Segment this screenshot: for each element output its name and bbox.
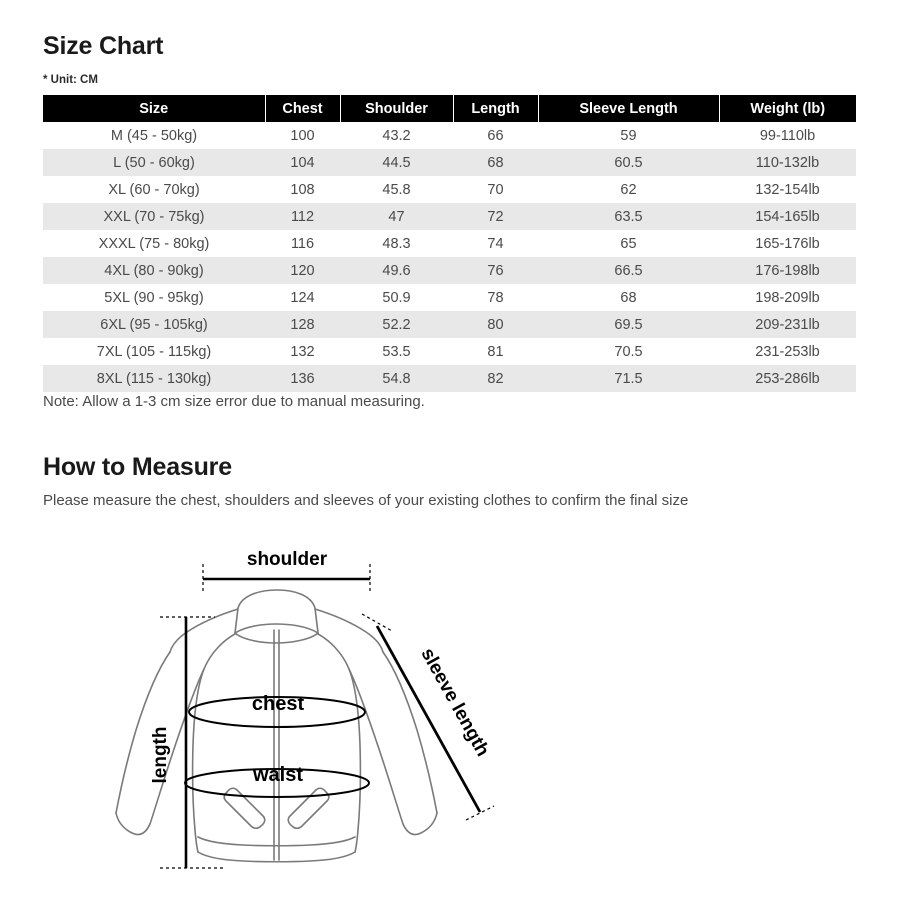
cell-length: 81 xyxy=(487,343,504,360)
cell-chest: 120 xyxy=(290,262,315,279)
cell-length: 78 xyxy=(487,289,504,306)
table-header-row xyxy=(43,95,856,122)
cell-shoulder: 48.3 xyxy=(382,235,411,252)
cell-sleeve: 68 xyxy=(620,289,637,306)
cell-sleeve: 71.5 xyxy=(614,370,643,387)
cell-length: 66 xyxy=(487,127,504,144)
cell-length: 76 xyxy=(487,262,504,279)
cell-length: 70 xyxy=(487,181,504,198)
cell-length: 68 xyxy=(487,154,504,171)
cell-weight: 132-154lb xyxy=(755,181,820,198)
cell-chest: 132 xyxy=(290,343,315,360)
cell-size: XXXL (75 - 80kg) xyxy=(98,235,210,252)
cell-size: 6XL (95 - 105kg) xyxy=(100,316,208,333)
table-row xyxy=(43,311,856,338)
cell-size: XL (60 - 70kg) xyxy=(108,181,200,198)
cell-length: 80 xyxy=(487,316,504,333)
cell-shoulder: 49.6 xyxy=(382,262,411,279)
cell-chest: 116 xyxy=(290,235,315,252)
shoulder-label: shoulder xyxy=(246,549,328,570)
cell-shoulder: 45.8 xyxy=(382,181,411,198)
how-to-measure-title: How to Measure xyxy=(43,453,232,481)
cell-sleeve: 60.5 xyxy=(614,154,643,171)
cell-size: 7XL (105 - 115kg) xyxy=(96,343,212,360)
column-header-size: Size xyxy=(43,95,265,122)
jacket-outline-icon xyxy=(116,590,437,862)
cell-sleeve: 69.5 xyxy=(614,316,643,333)
column-header-shoulder: Shoulder xyxy=(340,95,453,122)
cell-length: 74 xyxy=(487,235,504,252)
cell-shoulder: 47 xyxy=(388,208,405,225)
measuring-note: Note: Allow a 1-3 cm size error due to manual measuring. xyxy=(43,393,425,410)
table-row xyxy=(43,230,856,257)
table-row xyxy=(43,149,856,176)
cell-shoulder: 43.2 xyxy=(382,127,411,144)
table-header xyxy=(43,95,856,122)
cell-chest: 108 xyxy=(290,181,315,198)
cell-sleeve: 70.5 xyxy=(614,343,643,360)
sleeve-length-label: sleeve length xyxy=(416,644,494,761)
cell-chest: 100 xyxy=(290,127,315,144)
cell-size: 8XL (115 - 130kg) xyxy=(96,370,212,387)
cell-weight: 165-176lb xyxy=(755,235,820,252)
table-row xyxy=(43,176,856,203)
table-row xyxy=(43,365,856,392)
cell-weight: 209-231lb xyxy=(755,316,820,333)
cell-chest: 112 xyxy=(290,208,315,225)
cell-sleeve: 63.5 xyxy=(614,208,643,225)
measurement-diagram xyxy=(80,530,550,900)
cell-shoulder: 53.5 xyxy=(382,343,411,360)
cell-weight: 110-132lb xyxy=(755,154,820,171)
chest-label: chest xyxy=(251,693,305,715)
cell-weight: 253-286lb xyxy=(755,370,820,387)
cell-chest: 124 xyxy=(290,289,315,306)
cell-chest: 136 xyxy=(290,370,315,387)
cell-weight: 176-198lb xyxy=(755,262,820,279)
table-row xyxy=(43,284,856,311)
table-row xyxy=(43,338,856,365)
cell-shoulder: 50.9 xyxy=(382,289,411,306)
cell-chest: 104 xyxy=(290,154,315,171)
length-label: length xyxy=(150,726,171,784)
cell-size: XXL (70 - 75kg) xyxy=(103,208,205,225)
cell-size: 5XL (90 - 95kg) xyxy=(104,289,204,306)
cell-size: L (50 - 60kg) xyxy=(113,154,195,171)
cell-shoulder: 52.2 xyxy=(382,316,411,333)
column-header-chest: Chest xyxy=(265,95,340,122)
cell-weight: 99-110lb xyxy=(759,127,816,144)
cell-shoulder: 44.5 xyxy=(382,154,411,171)
cell-chest: 128 xyxy=(290,316,315,333)
unit-note: * Unit: CM xyxy=(43,74,98,86)
cell-sleeve: 62 xyxy=(620,181,637,198)
how-to-measure-subtitle: Please measure the chest, shoulders and sleeves of your existing clothes to confirm the final size xyxy=(43,492,689,509)
table-row xyxy=(43,122,856,149)
cell-sleeve: 66.5 xyxy=(614,262,643,279)
size-chart-table xyxy=(43,95,856,392)
cell-shoulder: 54.8 xyxy=(382,370,411,387)
cell-sleeve: 59 xyxy=(620,127,637,144)
cell-sleeve: 65 xyxy=(620,235,637,252)
cell-length: 82 xyxy=(487,370,504,387)
table-row xyxy=(43,257,856,284)
cell-weight: 231-253lb xyxy=(755,343,820,360)
cell-weight: 154-165lb xyxy=(755,208,820,225)
waist-label: waist xyxy=(252,764,304,786)
cell-weight: 198-209lb xyxy=(755,289,820,306)
cell-size: 4XL (80 - 90kg) xyxy=(104,262,204,279)
column-header-weight: Weight (lb) xyxy=(719,95,856,122)
page-title: Size Chart xyxy=(43,32,164,60)
column-header-length: Length xyxy=(453,95,538,122)
table-row xyxy=(43,203,856,230)
column-header-sleeve-length: Sleeve Length xyxy=(538,95,719,122)
cell-length: 72 xyxy=(487,208,504,225)
table-body xyxy=(43,122,856,392)
cell-size: M (45 - 50kg) xyxy=(110,127,198,144)
